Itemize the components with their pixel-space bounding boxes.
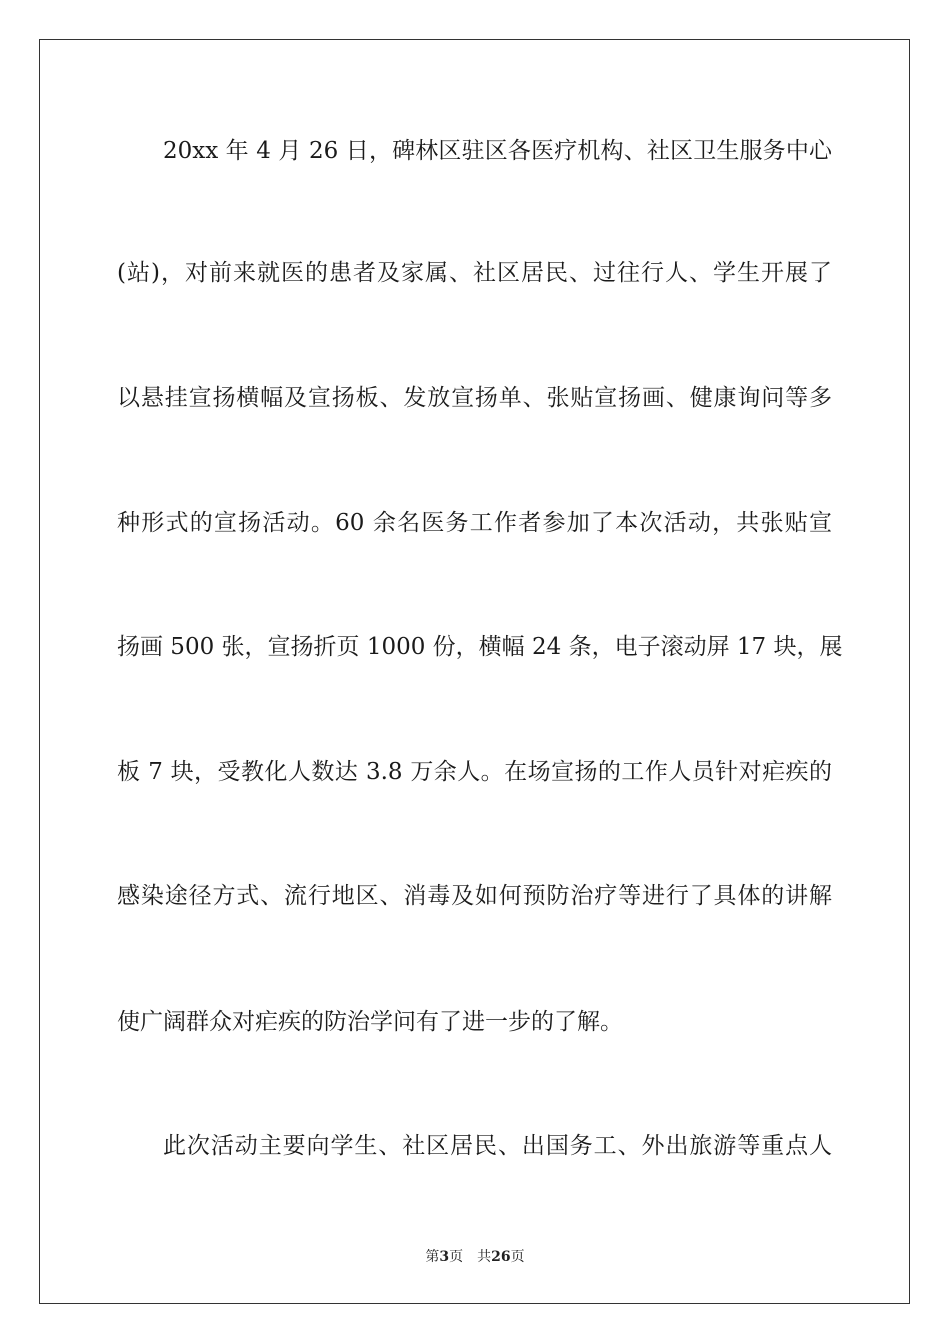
paragraph-1-line-5: 扬画 500 张，宣扬折页 1000 份，横幅 24 条，电子滚动屏 17 块，展 bbox=[117, 634, 843, 660]
paragraph-1-line-7: 感染途径方式、流行地区、消毒及如何预防治疗等进行了具体的讲解 bbox=[117, 883, 832, 909]
footer-total-pages: 26 bbox=[491, 1249, 511, 1265]
page-footer bbox=[0, 1248, 950, 1266]
footer-total-suffix: 页 bbox=[510, 1249, 525, 1265]
footer-total-prefix: 共 bbox=[477, 1249, 492, 1265]
footer-prefix: 第 bbox=[425, 1249, 440, 1265]
paragraph-1-line-2: (站)，对前来就医的患者及家属、社区居民、过往行人、学生开展了 bbox=[117, 260, 832, 286]
paragraph-2-line-1: 此次活动主要向学生、社区居民、出国务工、外出旅游等重点人 bbox=[163, 1133, 832, 1159]
footer-page-number: 3 bbox=[439, 1249, 450, 1265]
paragraph-1-line-6: 板 7 块，受教化人数达 3.8 万余人。在场宣扬的工作人员针对疟疾的 bbox=[117, 759, 832, 785]
paragraph-1-line-3: 以悬挂宣扬横幅及宣扬板、发放宣扬单、张贴宣扬画、健康询问等多 bbox=[117, 385, 832, 411]
footer-page-suffix: 页 bbox=[449, 1249, 464, 1265]
page-border bbox=[39, 39, 910, 1304]
paragraph-1-line-8: 使广阔群众对疟疾的防治学问有了进一步的了解。 bbox=[117, 1009, 623, 1035]
paragraph-1-line-4: 种形式的宣扬活动。60 余名医务工作者参加了本次活动，共张贴宣 bbox=[117, 510, 832, 536]
paragraph-1-line-1: 20xx 年 4 月 26 日，碑林区驻区各医疗机构、社区卫生服务中心 bbox=[163, 138, 832, 164]
